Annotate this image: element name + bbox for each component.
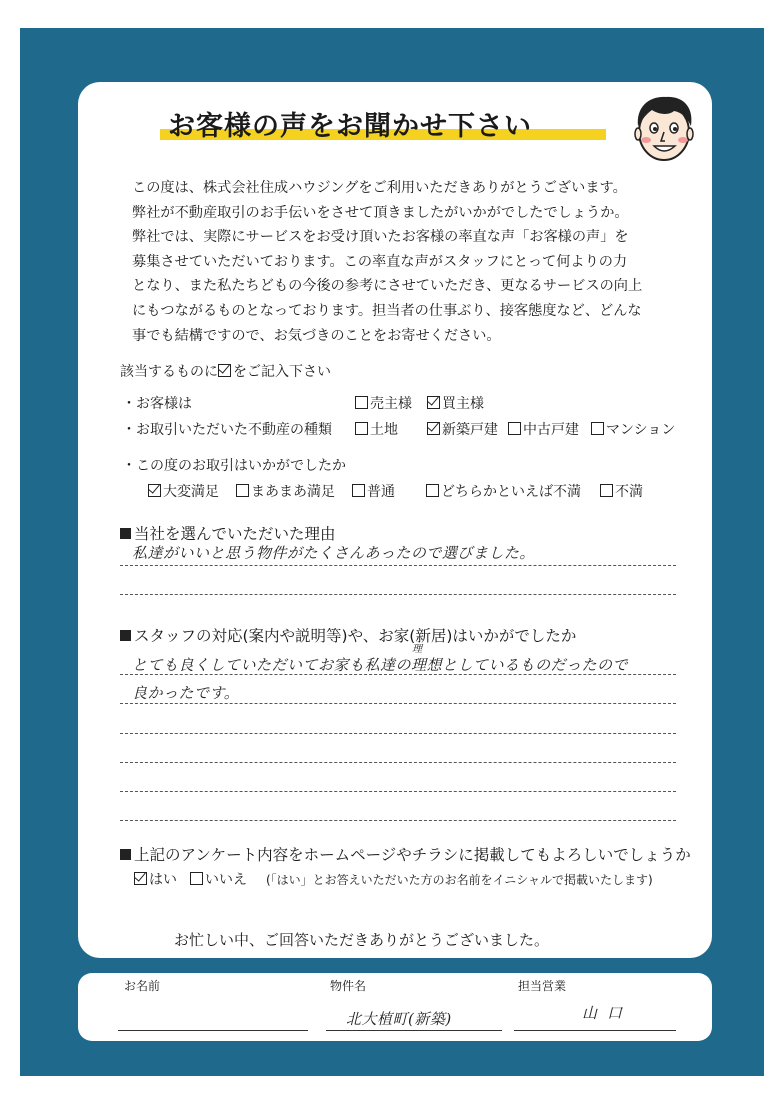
option-somewhat-dissatisfied[interactable]: どちらかといえば不満 (426, 481, 581, 501)
square-bullet-icon (120, 528, 131, 539)
answer-line (120, 674, 676, 675)
question-satisfaction-label: ・この度のお取引はいかがでしたか (122, 458, 346, 474)
option-normal[interactable]: 普通 (352, 481, 395, 501)
option-publish-no[interactable]: いいえ (190, 869, 247, 889)
instruction (120, 361, 331, 381)
option-seller[interactable]: 売主様 (355, 393, 412, 413)
instruction-post: をご記入下さい (233, 364, 331, 380)
property-label: 物件名 (330, 979, 367, 993)
answer-line (120, 733, 676, 734)
option-very-satisfied[interactable]: 大変満足 (148, 481, 219, 501)
answer-line (120, 565, 676, 566)
sales-label: 担当営業 (518, 979, 567, 993)
section-publish-heading: 上記のアンケート内容をホームページやチラシに掲載してもよろしいでしょうか (120, 843, 691, 865)
checkbox-icon[interactable] (427, 396, 440, 409)
checkbox-icon[interactable] (426, 484, 439, 497)
intro-line: にもつながるものとなっております。担当者の仕事ぶり、接客態度など、どんな (132, 302, 642, 319)
option-dissatisfied[interactable]: 不満 (600, 481, 643, 501)
question-property-label: ・お取引いただいた不動産の種類 (122, 422, 332, 438)
checkbox-icon[interactable] (600, 484, 613, 497)
option-fairly-satisfied[interactable]: まあまあ満足 (236, 481, 335, 501)
correction-note: 理 (412, 644, 423, 655)
answer-line (120, 594, 676, 595)
intro-paragraph (132, 176, 692, 348)
square-bullet-icon (120, 630, 131, 641)
intro-line: 事でも結構ですので、お気づきのことをお寄せください。 (132, 327, 501, 344)
checkbox-icon[interactable] (508, 422, 521, 435)
checkbox-icon[interactable] (427, 422, 440, 435)
reason-answer: 私達がいいと思う物件がたくさんあったので選びました。 (132, 544, 535, 562)
checkbox-icon[interactable] (190, 872, 203, 885)
name-field-line (118, 1030, 308, 1031)
checkbox-icon[interactable] (355, 396, 368, 409)
publish-note: (「はい」とお答えいただいた方のお名前をイニシャルで掲載いたします) (266, 873, 653, 887)
answer-line (120, 820, 676, 821)
name-label: お名前 (124, 979, 161, 993)
answer-line (120, 762, 676, 763)
checkbox-icon[interactable] (148, 484, 161, 497)
option-publish-yes[interactable]: はい (134, 869, 177, 889)
option-buyer[interactable]: 買主様 (427, 393, 484, 413)
sales-field-line (514, 1030, 676, 1031)
checkbox-icon[interactable] (591, 422, 604, 435)
intro-line: 募集させていただいております。この率直な声がスタッフにとって何よりの力 (132, 253, 628, 270)
answer-line (120, 791, 676, 792)
answer-line (120, 703, 676, 704)
intro-line: この度は、株式会社住成ハウジングをご利用いただきありがとうございます。 (132, 180, 627, 196)
instruction-pre: 該当するものに (120, 364, 218, 380)
option-mansion[interactable]: マンション (591, 419, 675, 439)
checkbox-icon[interactable] (236, 484, 249, 497)
closing-message: お忙しい中、ご回答いただきありがとうございました。 (174, 931, 550, 949)
property-field-line (326, 1030, 502, 1031)
intro-line: 弊社では、実際にサービスをお受け頂いたお客様の率直な声「お客様の声」を (132, 229, 629, 246)
section-staff-heading: スタッフの対応(案内や説明等)や、お家(新居)はいかがでしたか (120, 624, 576, 646)
intro-line: 弊社が不動産取引のお手伝いをさせて頂きましたがいかがでしたでしょうか。 (132, 204, 629, 221)
title-text: お客様の声をお聞かせ下さい (168, 111, 532, 142)
checkbox-icon[interactable] (352, 484, 365, 497)
checkbox-icon (218, 364, 231, 377)
sales-value: 山口 (582, 1004, 633, 1022)
staff-answer-line-2: 良かったです。 (132, 684, 240, 702)
staff-answer-line-1: とても良くしていただいてお家も私達の理想としているものだったので (132, 656, 629, 674)
mascot-face-icon (628, 92, 704, 164)
question-customer-label: ・お客様は (122, 396, 192, 412)
checkbox-icon[interactable] (355, 422, 368, 435)
section-reason-heading: 当社を選んでいただいた理由 (120, 522, 336, 544)
option-land[interactable]: 土地 (355, 419, 398, 439)
option-new-house[interactable]: 新築戸建 (427, 419, 498, 439)
checkbox-icon[interactable] (134, 872, 147, 885)
square-bullet-icon (120, 849, 131, 860)
option-used-house[interactable]: 中古戸建 (508, 419, 579, 439)
property-value: 北大植町(新築) (346, 1010, 452, 1028)
page-title (160, 102, 610, 146)
intro-line: となり、また私たちどもの今後の参考にさせていただき、更なるサービスの向上 (132, 278, 643, 295)
